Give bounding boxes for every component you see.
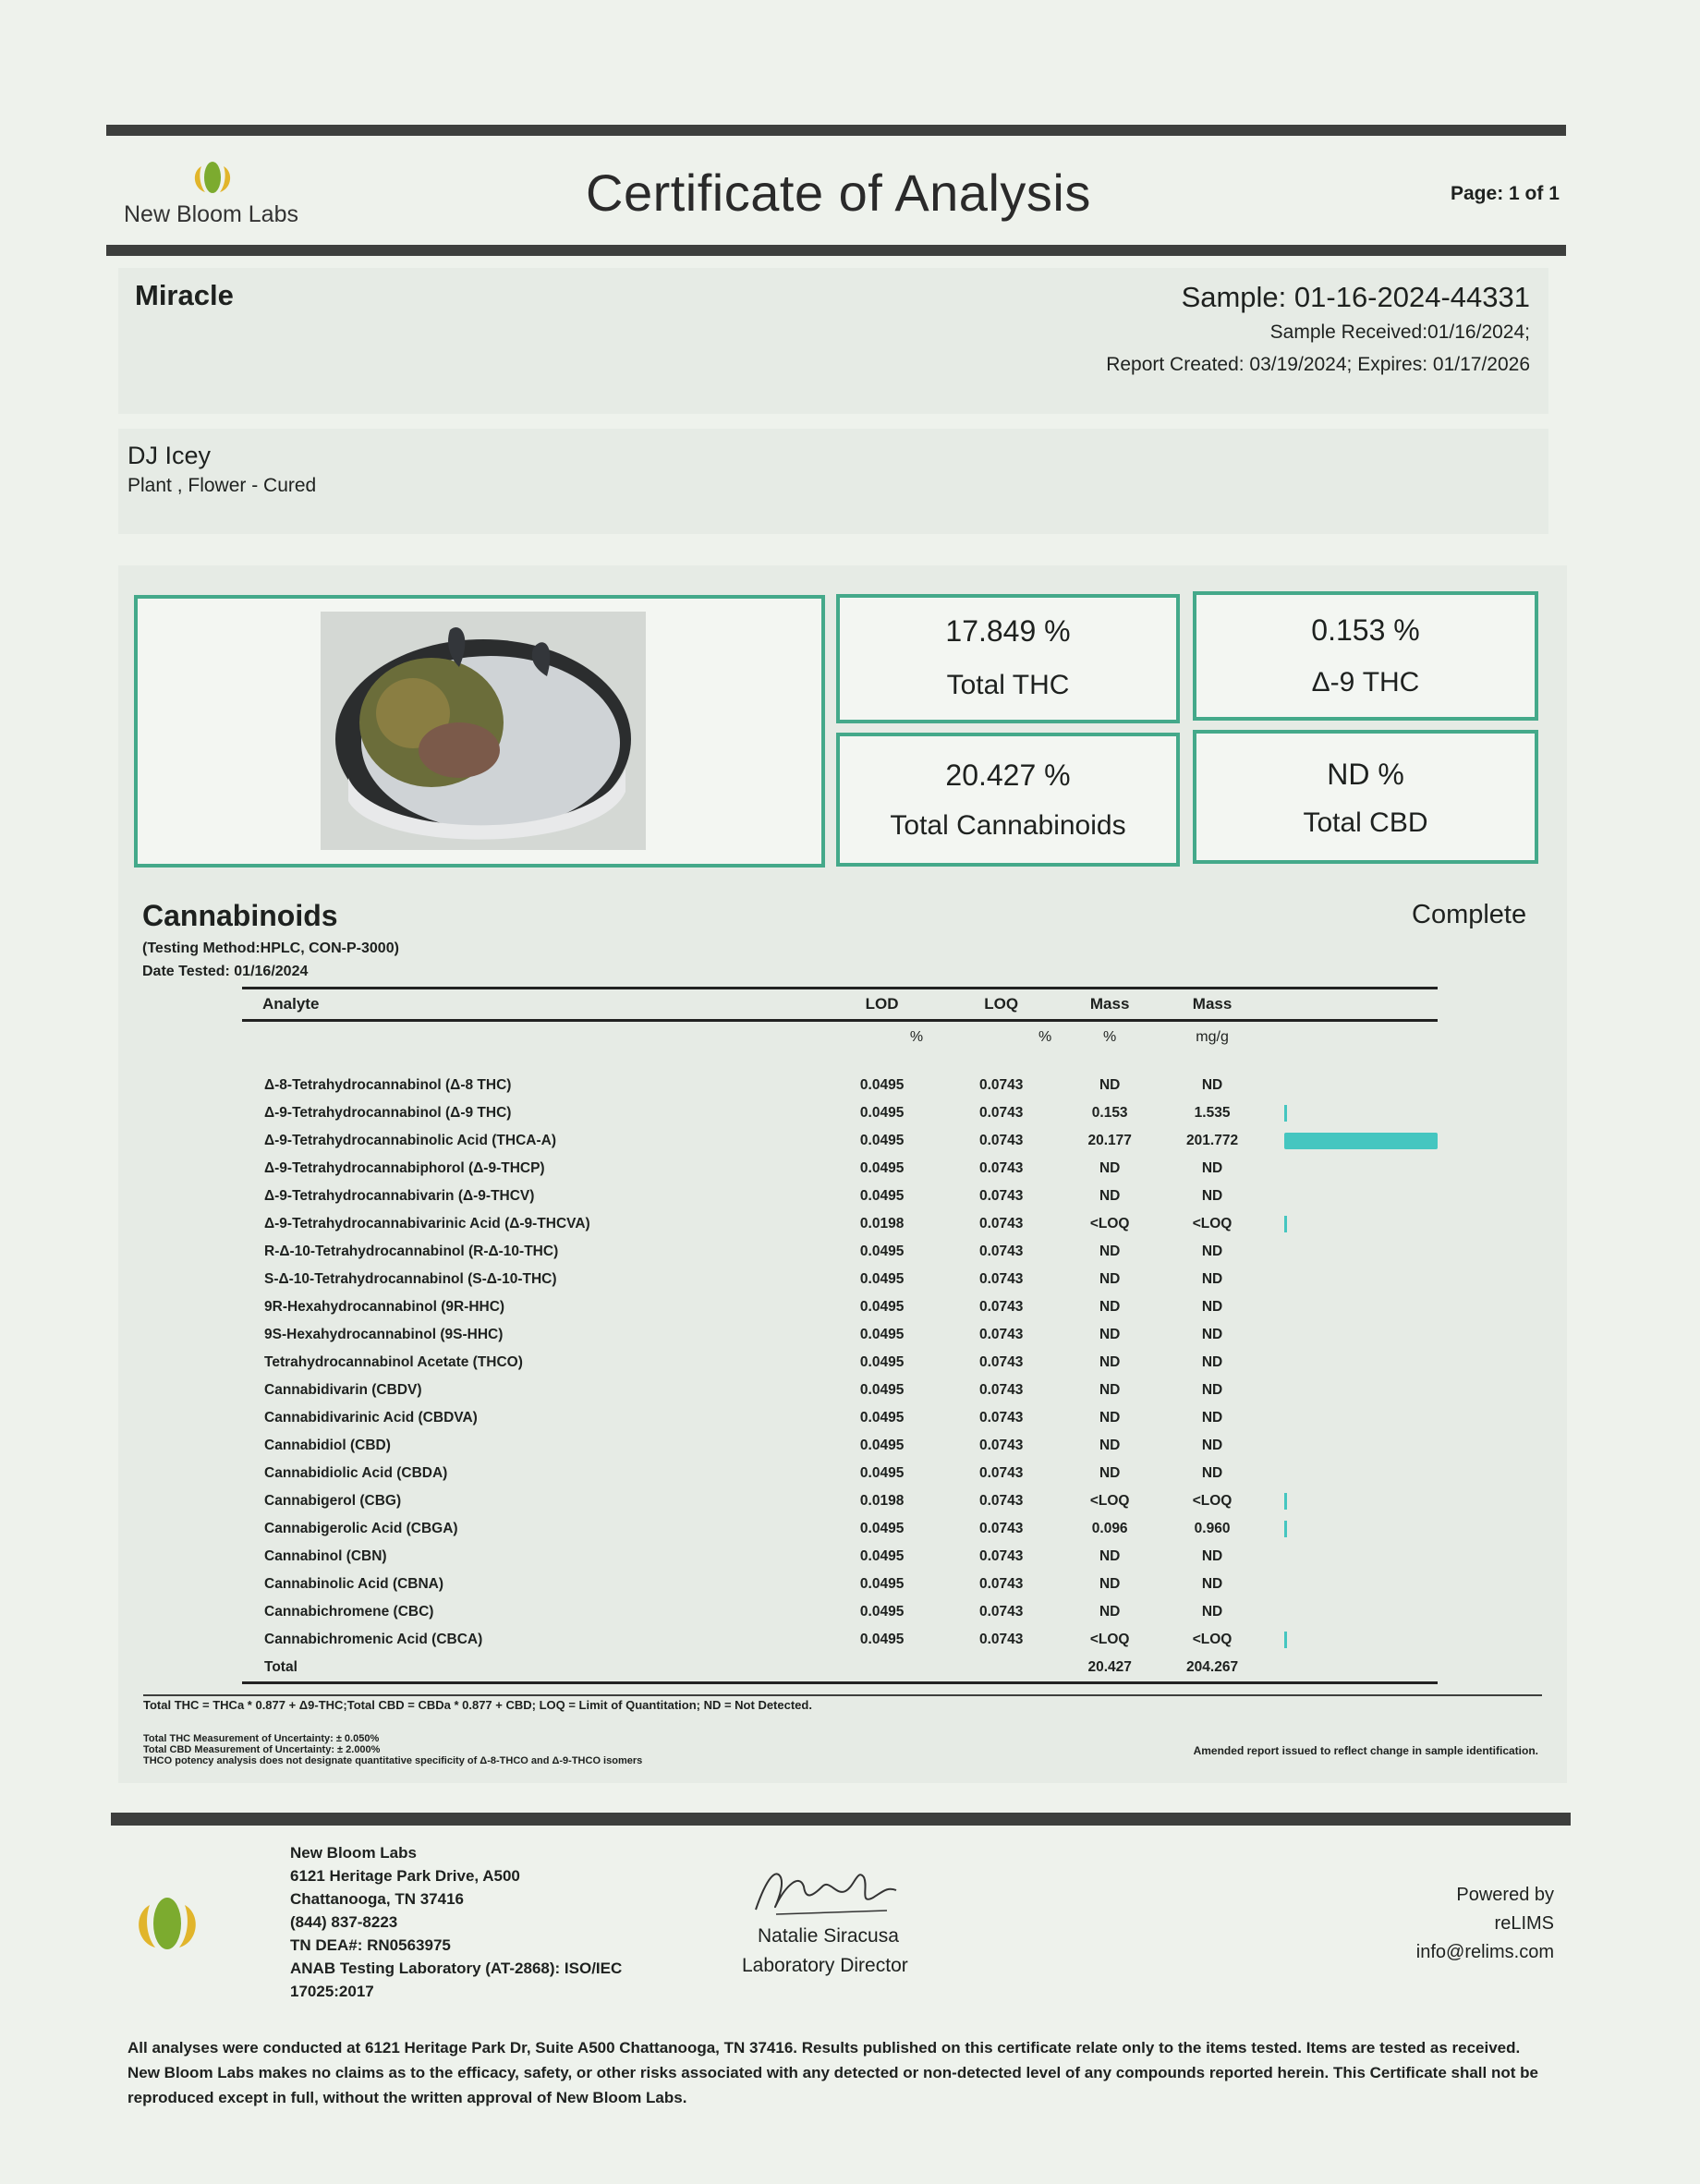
- bar-cell: [1266, 1598, 1438, 1626]
- document-title: Certificate of Analysis: [586, 164, 1091, 222]
- mass-mg-cell: ND: [1201, 1327, 1223, 1342]
- unit-lod: %: [909, 1029, 924, 1045]
- footer-logo-icon: [128, 1894, 207, 1953]
- mass-mg-cell: ND: [1201, 1548, 1223, 1564]
- bar-cell: [1266, 1487, 1438, 1515]
- total-cbd-label: Total CBD: [1303, 807, 1428, 838]
- unit-mass-mg: mg/g: [1196, 1029, 1229, 1045]
- cbd-uncertainty: Total CBD Measurement of Uncertainty: ± 2.000%: [143, 1744, 381, 1755]
- mass-pct-cell: ND: [1099, 1548, 1121, 1564]
- analyte-cell: Cannabinol (CBN): [264, 1548, 387, 1564]
- bar-cell: [1266, 1404, 1438, 1432]
- lod-cell: 0.0495: [859, 1327, 905, 1342]
- mass-pct-cell: ND: [1099, 1077, 1121, 1093]
- bar-cell: [1266, 1432, 1438, 1460]
- mass-pct-cell: ND: [1099, 1160, 1121, 1176]
- lod-cell: 0.0495: [859, 1521, 905, 1536]
- analyte-cell: Δ-9-Tetrahydrocannabinolic Acid (THCA-A): [264, 1133, 556, 1148]
- lod-cell: 0.0495: [859, 1077, 905, 1093]
- bar-cell: [1266, 1127, 1438, 1155]
- mass-mg-cell: ND: [1201, 1604, 1223, 1620]
- analyte-cell: Cannabichromene (CBC): [264, 1604, 434, 1620]
- mass-mg-cell: ND: [1201, 1382, 1223, 1398]
- total-bar: [1266, 1654, 1438, 1683]
- analyte-cell: Δ-9-Tetrahydrocannabinol (Δ-9 THC): [264, 1105, 512, 1121]
- thco-note: THCO potency analysis does not designate quantitative specificity of Δ-8-THCO and Δ-9-THCO isomers: [143, 1755, 643, 1766]
- analyte-cell: Δ-9-Tetrahydrocannabivarin (Δ-9-THCV): [264, 1188, 535, 1204]
- analyte-cell: R-Δ-10-Tetrahydrocannabinol (R-Δ-10-THC): [264, 1244, 559, 1259]
- loq-cell: 0.0743: [978, 1465, 1024, 1481]
- loq-cell: 0.0743: [978, 1548, 1024, 1564]
- bar-cell: [1266, 1293, 1438, 1321]
- footer-address-line2: Chattanooga, TN 37416: [290, 1890, 464, 1908]
- loq-cell: 0.0743: [978, 1382, 1024, 1398]
- cannabinoid-table: [242, 987, 1438, 1684]
- total-mass-pct: 20.427: [1061, 1654, 1159, 1683]
- analyte-cell: 9R-Hexahydrocannabinol (9R-HHC): [264, 1299, 505, 1315]
- col-lod: LOD: [822, 989, 941, 1021]
- bar-cell: [1266, 1349, 1438, 1377]
- table-row: [242, 1349, 1438, 1377]
- bar-cell: [1266, 1543, 1438, 1571]
- bar-cell: [1266, 1266, 1438, 1293]
- bar-cell: [1266, 1626, 1438, 1654]
- page-number: Page: 1 of 1: [1451, 183, 1560, 204]
- mass-mg-cell: 201.772: [1186, 1133, 1239, 1148]
- mass-mg-cell: ND: [1201, 1077, 1223, 1093]
- loq-cell: 0.0743: [978, 1188, 1024, 1204]
- lod-cell: 0.0495: [859, 1188, 905, 1204]
- lod-cell: 0.0495: [859, 1299, 905, 1315]
- analyte-cell: S-Δ-10-Tetrahydrocannabinol (S-Δ-10-THC): [264, 1271, 557, 1287]
- analyte-cell: Δ-9-Tetrahydrocannabivarinic Acid (Δ-9-THCVA): [264, 1216, 590, 1232]
- analyte-cell: Cannabinolic Acid (CBNA): [264, 1576, 444, 1592]
- powered-by: [1416, 1881, 1554, 1967]
- bar-cell: [1266, 1321, 1438, 1349]
- sample-photo-frame: [134, 595, 825, 868]
- loq-cell: 0.0743: [978, 1521, 1024, 1536]
- analyte-cell: Cannabichromenic Acid (CBCA): [264, 1632, 483, 1647]
- header-bottom-rule: [106, 245, 1566, 256]
- result-bar: [1284, 1133, 1438, 1149]
- result-bar: [1284, 1632, 1287, 1648]
- bar-cell: [1266, 1571, 1438, 1598]
- mass-mg-cell: ND: [1201, 1299, 1223, 1315]
- table-row: [242, 1266, 1438, 1293]
- lod-cell: 0.0495: [859, 1410, 905, 1426]
- lod-cell: 0.0198: [859, 1216, 905, 1232]
- bar-cell: [1266, 1377, 1438, 1404]
- d9-thc-box: [1193, 591, 1538, 721]
- sample-id: Sample: 01-16-2024-44331: [1181, 281, 1530, 313]
- loq-cell: 0.0743: [978, 1160, 1024, 1176]
- footer-lab-name: New Bloom Labs: [290, 1844, 417, 1862]
- loq-cell: 0.0743: [978, 1632, 1024, 1647]
- table-row: [242, 1072, 1438, 1099]
- table-row: [242, 1543, 1438, 1571]
- sample-photo: [321, 612, 646, 850]
- bar-cell: [1266, 1238, 1438, 1266]
- mass-mg-cell: ND: [1201, 1160, 1223, 1176]
- analyte-cell: Cannabidivarin (CBDV): [264, 1382, 422, 1398]
- bar-cell: [1266, 1515, 1438, 1543]
- mass-mg-cell: ND: [1201, 1188, 1223, 1204]
- total-row: [242, 1654, 1438, 1683]
- table-row: [242, 1377, 1438, 1404]
- mass-pct-cell: ND: [1099, 1188, 1121, 1204]
- total-cannabinoids-box: [836, 733, 1180, 867]
- lab-logo-icon: [187, 159, 238, 196]
- client-panel: [118, 429, 1548, 534]
- loq-cell: 0.0743: [978, 1327, 1024, 1342]
- table-row: [242, 1293, 1438, 1321]
- mass-pct-cell: ND: [1099, 1410, 1121, 1426]
- analyte-cell: Cannabidiol (CBD): [264, 1438, 391, 1453]
- footer-dea: TN DEA#: RN0563975: [290, 1936, 451, 1954]
- total-thc-label: Total THC: [946, 670, 1070, 700]
- analyte-cell: Cannabigerol (CBG): [264, 1493, 402, 1509]
- mass-pct-cell: <LOQ: [1089, 1216, 1130, 1232]
- header-top-rule: [106, 125, 1566, 136]
- footer-address-line1: 6121 Heritage Park Drive, A500: [290, 1867, 520, 1885]
- table-row: [242, 1099, 1438, 1127]
- table-row: [242, 1183, 1438, 1210]
- director-name: Natalie Siracusa: [758, 1925, 899, 1947]
- unit-loq: %: [1038, 1029, 1052, 1045]
- analyte-cell: Cannabidivarinic Acid (CBDVA): [264, 1410, 478, 1426]
- sample-received: Sample Received:01/16/2024;: [1269, 322, 1530, 343]
- lod-cell: 0.0495: [859, 1271, 905, 1287]
- loq-cell: 0.0743: [978, 1133, 1024, 1148]
- mass-pct-cell: <LOQ: [1089, 1493, 1130, 1509]
- section-status: Complete: [1412, 900, 1527, 929]
- mass-mg-cell: <LOQ: [1192, 1216, 1232, 1232]
- mass-pct-cell: ND: [1099, 1576, 1121, 1592]
- loq-cell: 0.0743: [978, 1354, 1024, 1370]
- loq-cell: 0.0743: [978, 1077, 1024, 1093]
- lod-cell: 0.0495: [859, 1244, 905, 1259]
- bar-cell: [1266, 1099, 1438, 1127]
- mass-pct-cell: ND: [1099, 1465, 1121, 1481]
- mass-pct-cell: ND: [1099, 1327, 1121, 1342]
- total-lod: [822, 1654, 941, 1683]
- amended-note: Amended report issued to reflect change in sample identification.: [1193, 1744, 1538, 1757]
- table-row: [242, 1460, 1438, 1487]
- table-row: [242, 1487, 1438, 1515]
- mass-mg-cell: ND: [1201, 1465, 1223, 1481]
- mass-mg-cell: 1.535: [1194, 1105, 1231, 1121]
- loq-cell: 0.0743: [978, 1604, 1024, 1620]
- total-mass-mg: 204.267: [1159, 1654, 1266, 1683]
- col-analyte: Analyte: [242, 989, 822, 1021]
- table-row: [242, 1321, 1438, 1349]
- loq-cell: 0.0743: [978, 1244, 1024, 1259]
- lod-cell: 0.0495: [859, 1604, 905, 1620]
- mass-pct-cell: ND: [1099, 1271, 1121, 1287]
- table-row: [242, 1238, 1438, 1266]
- table-row: [242, 1515, 1438, 1543]
- analyte-cell: Cannabigerolic Acid (CBGA): [264, 1521, 458, 1536]
- notes-rule: [143, 1694, 1542, 1696]
- mass-mg-cell: ND: [1201, 1410, 1223, 1426]
- total-cannabinoids-value: 20.427 %: [945, 758, 1071, 792]
- lod-cell: 0.0495: [859, 1576, 905, 1592]
- table-row: [242, 1404, 1438, 1432]
- bar-cell: [1266, 1072, 1438, 1099]
- total-cannabinoids-label: Total Cannabinoids: [890, 810, 1126, 841]
- mass-pct-cell: ND: [1099, 1382, 1121, 1398]
- thc-uncertainty: Total THC Measurement of Uncertainty: ± 0.050%: [143, 1733, 380, 1744]
- lod-cell: 0.0198: [859, 1493, 905, 1509]
- d9-thc-value: 0.153 %: [1311, 613, 1420, 647]
- loq-cell: 0.0743: [978, 1493, 1024, 1509]
- bar-cell: [1266, 1210, 1438, 1238]
- mass-pct-cell: <LOQ: [1089, 1632, 1130, 1647]
- definitions-note: Total THC = THCa * 0.877 + Δ9-THC;Total CBD = CBDa * 0.877 + CBD; LOQ = Limit of Quantitation; ND = Not Detected.: [143, 1698, 812, 1712]
- footer-address: [290, 1841, 622, 2003]
- col-mass-mg: Mass: [1159, 989, 1266, 1021]
- table-row: [242, 1210, 1438, 1238]
- analyte-cell: Tetrahydrocannabinol Acetate (THCO): [264, 1354, 523, 1370]
- result-bar: [1284, 1493, 1287, 1510]
- analyte-cell: Cannabidiolic Acid (CBDA): [264, 1465, 448, 1481]
- client-name: DJ Icey: [128, 442, 212, 469]
- total-label: Total: [242, 1654, 822, 1683]
- lod-cell: 0.0495: [859, 1465, 905, 1481]
- mass-mg-cell: ND: [1201, 1244, 1223, 1259]
- mass-mg-cell: 0.960: [1194, 1521, 1231, 1536]
- result-bar: [1284, 1105, 1287, 1122]
- d9-thc-label: Δ-9 THC: [1311, 667, 1420, 698]
- lod-cell: 0.0495: [859, 1632, 905, 1647]
- testing-method: (Testing Method:HPLC, CON-P-3000): [142, 940, 399, 956]
- lod-cell: 0.0495: [859, 1548, 905, 1564]
- mass-pct-cell: ND: [1099, 1604, 1121, 1620]
- lab-name: New Bloom Labs: [124, 201, 298, 227]
- powered-by-label: Powered by: [1456, 1885, 1554, 1905]
- footer-anab-line1: ANAB Testing Laboratory (AT-2868): ISO/IEC: [290, 1960, 623, 1977]
- mass-mg-cell: ND: [1201, 1576, 1223, 1592]
- report-created: Report Created: 03/19/2024; Expires: 01/17/2026: [1106, 354, 1530, 375]
- mass-mg-cell: ND: [1201, 1271, 1223, 1287]
- result-bar: [1284, 1521, 1287, 1537]
- mass-pct-cell: ND: [1099, 1438, 1121, 1453]
- total-thc-box: [836, 594, 1180, 723]
- table-row: [242, 1155, 1438, 1183]
- lod-cell: 0.0495: [859, 1354, 905, 1370]
- total-cbd-value: ND %: [1327, 758, 1404, 791]
- unit-mass-pct: %: [1103, 1029, 1117, 1045]
- analyte-cell: 9S-Hexahydrocannabinol (9S-HHC): [264, 1327, 504, 1342]
- disclaimer: All analyses were conducted at 6121 Heritage Park Dr, Suite A500 Chattanooga, TN 37416. Results published on this certificate relate only to the items tested. Items are tested as received. New Bloom Labs makes no claims as to the efficacy, safety, or other risks associated with any detected or non-detected level of any compounds reported herein. This Certificate shall not be reproduced except in full, without the written approval of New Bloom Labs.: [128, 2039, 1538, 2106]
- col-loq: LOQ: [941, 989, 1061, 1021]
- loq-cell: 0.0743: [978, 1105, 1024, 1121]
- lod-cell: 0.0495: [859, 1160, 905, 1176]
- total-loq: [941, 1654, 1061, 1683]
- mass-mg-cell: <LOQ: [1192, 1632, 1232, 1647]
- loq-cell: 0.0743: [978, 1438, 1024, 1453]
- lod-cell: 0.0495: [859, 1382, 905, 1398]
- mass-mg-cell: ND: [1201, 1438, 1223, 1453]
- loq-cell: 0.0743: [978, 1576, 1024, 1592]
- bar-cell: [1266, 1183, 1438, 1210]
- section-heading: Cannabinoids: [142, 899, 338, 932]
- date-tested: Date Tested: 01/16/2024: [142, 964, 309, 979]
- total-thc-value: 17.849 %: [945, 614, 1071, 648]
- powered-by-vendor: reLIMS: [1494, 1913, 1554, 1934]
- mass-pct-cell: 0.153: [1091, 1105, 1128, 1121]
- loq-cell: 0.0743: [978, 1216, 1024, 1232]
- analyte-cell: Δ-8-Tetrahydrocannabinol (Δ-8 THC): [264, 1077, 512, 1093]
- loq-cell: 0.0743: [978, 1410, 1024, 1426]
- table-row: [242, 1127, 1438, 1155]
- col-mass-pct: Mass: [1061, 989, 1159, 1021]
- mass-pct-cell: ND: [1099, 1244, 1121, 1259]
- lod-cell: 0.0495: [859, 1438, 905, 1453]
- table-row: [242, 1626, 1438, 1654]
- sample-panel: [118, 268, 1548, 414]
- mass-pct-cell: ND: [1099, 1354, 1121, 1370]
- table-row: [242, 1598, 1438, 1626]
- sample-name: Miracle: [135, 279, 234, 311]
- table-row: [242, 1432, 1438, 1460]
- director-title: Laboratory Director: [742, 1955, 908, 1976]
- mass-pct-cell: ND: [1099, 1299, 1121, 1315]
- footer-phone: (844) 837-8223: [290, 1913, 398, 1931]
- mass-mg-cell: ND: [1201, 1354, 1223, 1370]
- director-signature: [748, 1859, 905, 1923]
- lod-cell: 0.0495: [859, 1105, 905, 1121]
- analyte-cell: Δ-9-Tetrahydrocannabiphorol (Δ-9-THCP): [264, 1160, 545, 1176]
- footer-rule: [111, 1813, 1571, 1826]
- col-bar: [1266, 989, 1438, 1021]
- total-cbd-box: [1193, 730, 1538, 864]
- powered-by-email: info@relims.com: [1415, 1942, 1554, 1962]
- mass-pct-cell: 0.096: [1091, 1521, 1128, 1536]
- result-bar: [1284, 1216, 1287, 1232]
- lod-cell: 0.0495: [859, 1133, 905, 1148]
- loq-cell: 0.0743: [978, 1299, 1024, 1315]
- footer-anab-line2: 17025:2017: [290, 1983, 374, 2000]
- mass-pct-cell: 20.177: [1087, 1133, 1132, 1148]
- loq-cell: 0.0743: [978, 1271, 1024, 1287]
- mass-mg-cell: <LOQ: [1192, 1493, 1232, 1509]
- sample-type: Plant , Flower - Cured: [128, 475, 317, 496]
- table-row: [242, 1571, 1438, 1598]
- bar-cell: [1266, 1460, 1438, 1487]
- bar-cell: [1266, 1155, 1438, 1183]
